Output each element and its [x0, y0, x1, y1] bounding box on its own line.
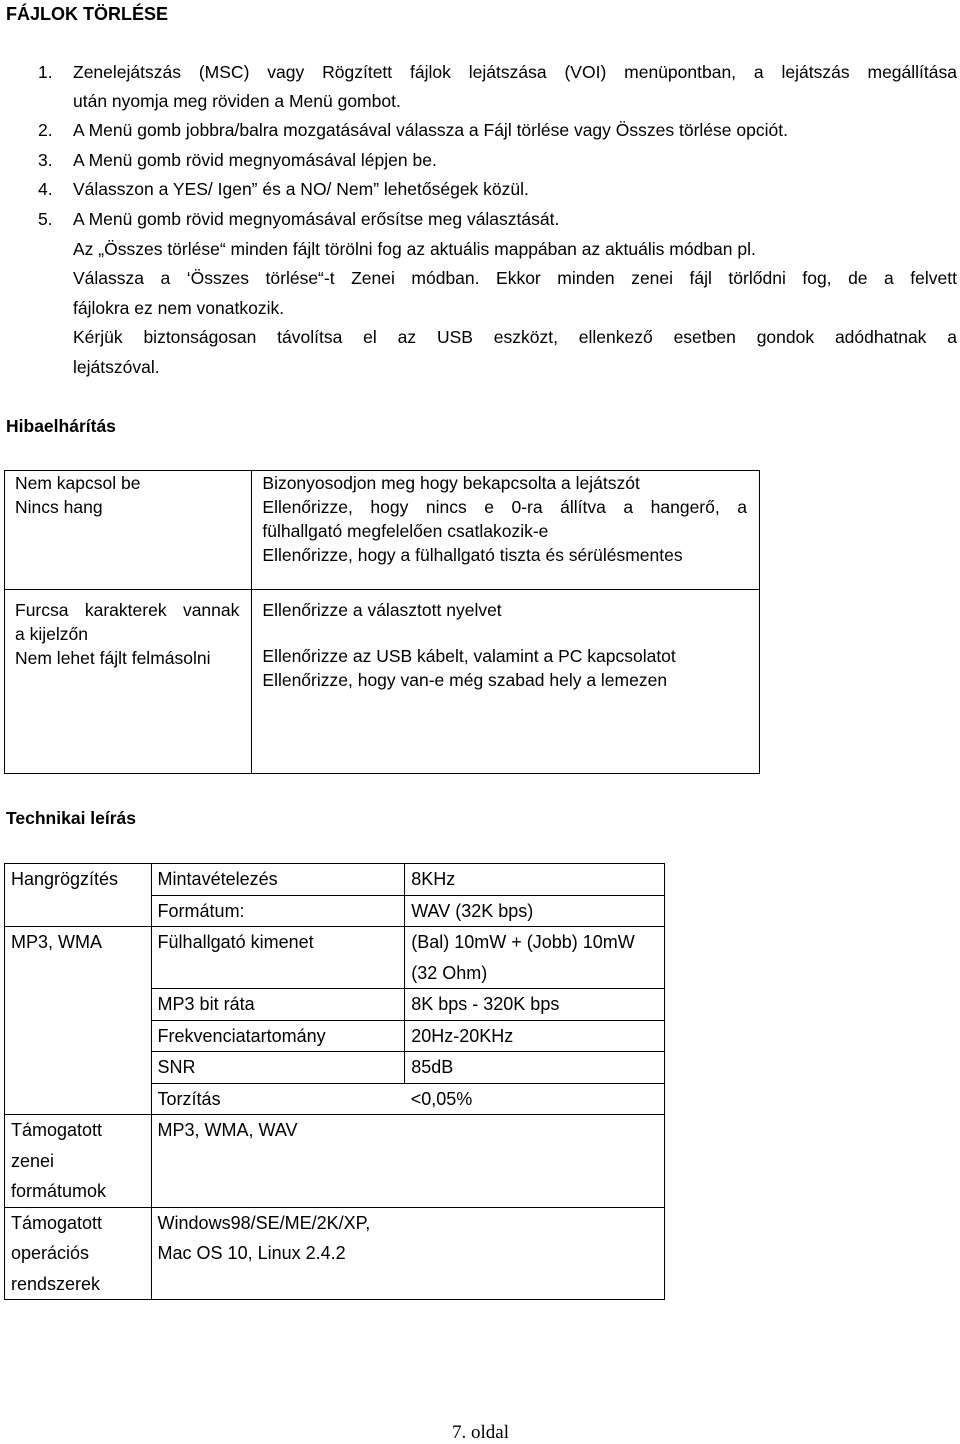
technical-table: [4, 863, 665, 1300]
table-row: [5, 958, 665, 989]
table-cell: Bizonyosodjon meg hogy bekapcsolta a lejátszót Ellenőrizze, hogy nincs e 0-ra állítva a hangerő, a fülhallgató megfelelően csatlakozik-e Ellenőrizze, hogy a fülhallgató tiszta és sérülésmentes: [252, 471, 760, 590]
table-row: [5, 1115, 665, 1208]
table-cell: (Bal) 10mW + (Jobb) 10mW: [405, 927, 665, 958]
table-cell: Furcsa karakterek vannak a kijelzőn Nem lehet fájlt felmásolni: [5, 590, 252, 774]
table-cell: Formátum:: [151, 895, 405, 927]
table-cell: WAV (32K bps): [405, 895, 665, 927]
table-cell: [151, 958, 405, 989]
table-cell: Torzítás: [151, 1083, 405, 1115]
table-row: [5, 1083, 665, 1115]
table-cell: Támogatott operációs rendszerek: [5, 1207, 152, 1300]
table-cell: <0,05%: [405, 1083, 665, 1115]
table-row: [5, 590, 760, 774]
table-row: [5, 927, 665, 958]
table-row: [5, 864, 665, 896]
note-line: lejátszóval.: [73, 357, 160, 377]
section-title-troubleshooting: Hibaelhárítás: [6, 416, 116, 436]
table-row: [5, 989, 665, 1021]
troubleshooting-table: [4, 470, 760, 774]
page-number: 7. oldal: [452, 1422, 509, 1443]
table-cell: Windows98/SE/ME/2K/XP, Mac OS 10, Linux 2.4.2: [151, 1207, 405, 1300]
table-cell: [5, 989, 152, 1021]
table-cell: [405, 1115, 665, 1208]
table-cell: Frekvenciatartomány: [151, 1020, 405, 1052]
table-cell: Nem kapcsol be Nincs hang: [5, 471, 252, 590]
table-cell: Hangrögzítés: [5, 864, 152, 896]
note-line: Az „Összes törlése“ minden fájlt törölni fog az aktuális mappában az aktuális módban pl.: [73, 239, 756, 259]
table-cell: Támogatott zenei formátumok: [5, 1115, 152, 1208]
table-cell: (32 Ohm): [405, 958, 665, 989]
table-cell: SNR: [151, 1052, 405, 1084]
table-row: [5, 1052, 665, 1084]
table-cell: [5, 1083, 152, 1115]
table-row: [5, 471, 760, 590]
table-row: [5, 1207, 665, 1300]
table-cell: MP3, WMA, WAV: [151, 1115, 405, 1208]
note-line: fájlokra ez nem vonatkozik.: [73, 298, 285, 318]
table-cell: 20Hz-20KHz: [405, 1020, 665, 1052]
table-cell: 85dB: [405, 1052, 665, 1084]
table-cell: 8K bps - 320K bps: [405, 989, 665, 1021]
table-cell: Fülhallgató kimenet: [151, 927, 405, 958]
table-cell: Ellenőrizze a választott nyelvet Ellenőrizze az USB kábelt, valamint a PC kapcsolatot Ellenőrizze, hogy van-e még szabad hely a lemezen: [252, 590, 760, 774]
table-cell: [5, 1052, 152, 1084]
table-cell: MP3, WMA: [5, 927, 152, 958]
table-cell: Mintavételezés: [151, 864, 405, 896]
table-cell: [405, 1207, 665, 1300]
section-title-delete: FÁJLOK TÖRLÉSE: [6, 4, 169, 24]
table-cell: [5, 1020, 152, 1052]
section-title-technical: Technikai leírás: [6, 808, 137, 828]
table-row: [5, 895, 665, 927]
table-cell: [5, 895, 152, 927]
table-cell: MP3 bit ráta: [151, 989, 405, 1021]
table-cell: [5, 958, 152, 989]
table-cell: 8KHz: [405, 864, 665, 896]
table-row: [5, 1020, 665, 1052]
